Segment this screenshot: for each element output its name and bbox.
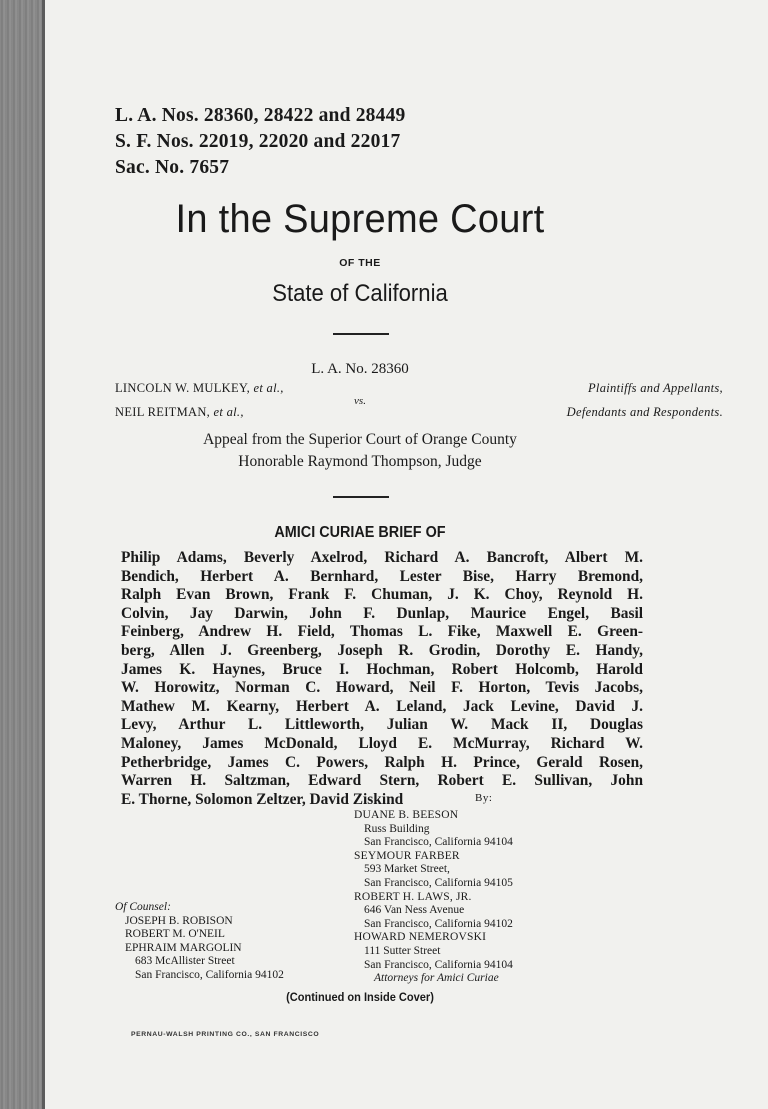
court-of-the: OF THE bbox=[339, 257, 381, 269]
attorney-name: SEYMOUR FARBER bbox=[354, 849, 460, 862]
amici-names-line: Feinberg, Andrew H. Field, Thomas L. Fike, Maxwell E. Green- bbox=[121, 623, 643, 641]
amici-names-line: Warren H. Saltzman, Edward Stern, Robert E. Sullivan, John bbox=[121, 772, 643, 790]
amici-names-line: Petherbridge, James C. Powers, Ralph H. Prince, Gerald Rosen, bbox=[121, 753, 643, 771]
case-number: L. A. No. 28360 bbox=[311, 361, 409, 377]
amici-names-line: W. Horowitz, Norman C. Howard, Neil F. Horton, Tevis Jacobs, bbox=[121, 679, 643, 697]
of-counsel-block bbox=[115, 901, 284, 983]
amici-names-line: James K. Haynes, Bruce I. Hochman, Robert Holcomb, Harold bbox=[121, 660, 643, 678]
defendant-role: Defendants and Respondents. bbox=[566, 405, 723, 419]
attorney-address: 646 Van Ness Avenue bbox=[364, 904, 465, 917]
attorney-address: San Francisco, California 94104 bbox=[364, 836, 513, 849]
amici-names-line: Maloney, James McDonald, Lloyd E. McMurray, Richard W. bbox=[121, 734, 643, 752]
amici-names-line: Ralph Evan Brown, Frank F. Chuman, J. K. Choy, Reynold H. bbox=[121, 586, 643, 604]
continued-note: (Continued on Inside Cover) bbox=[286, 990, 434, 1004]
attorney-name: DUANE B. BEESON bbox=[354, 809, 459, 821]
attorney-address: San Francisco, California 94102 bbox=[135, 968, 284, 981]
amici-names-line: Philip Adams, Beverly Axelrod, Richard A. Bancroft, Albert M. bbox=[121, 549, 643, 566]
attorney-address: Russ Building bbox=[364, 822, 430, 835]
divider-rule bbox=[333, 496, 389, 498]
court-state: State of California bbox=[272, 280, 448, 307]
attorney-role: Attorneys for Amici Curiae bbox=[374, 972, 499, 985]
amici-names-line: Colvin, Jay Darwin, John F. Dunlap, Maurice Engel, Basil bbox=[121, 604, 643, 622]
attorney-name: HOWARD NEMEROVSKI bbox=[354, 931, 487, 944]
appeal-judge: Honorable Raymond Thompson, Judge bbox=[238, 453, 482, 470]
amici-names-line: Mathew M. Kearny, Herbert A. Leland, Jack Levine, David J. bbox=[121, 697, 643, 715]
amici-names-line: berg, Allen J. Greenberg, Joseph R. Grodin, Dorothy E. Handy, bbox=[121, 641, 643, 659]
amici-names-line: Bendich, Herbert A. Bernhard, Lester Bise, Harry Bremond, bbox=[121, 567, 643, 585]
plaintiff-role: Plaintiffs and Appellants, bbox=[587, 381, 723, 395]
docket-line: Sac. No. 7657 bbox=[115, 157, 230, 178]
printer-imprint: PERNAU-WALSH PRINTING CO., SAN FRANCISCO bbox=[131, 1031, 320, 1038]
attorneys-block bbox=[354, 809, 513, 986]
amici-names-line: E. Thorne, Solomon Zeltzer, David Ziskind bbox=[121, 790, 404, 808]
by-label: By: bbox=[475, 792, 493, 804]
attorney-name: JOSEPH B. ROBISON bbox=[125, 914, 233, 927]
appeal-court: Appeal from the Superior Court of Orange County bbox=[203, 431, 517, 448]
attorney-address: San Francisco, California 94105 bbox=[364, 876, 513, 889]
attorney-address: 593 Market Street, bbox=[364, 863, 450, 876]
binding-spine bbox=[0, 0, 45, 1109]
plaintiff-name-text: LINCOLN W. MULKEY, bbox=[115, 381, 251, 395]
docket-line: S. F. Nos. 22019, 22020 and 22017 bbox=[115, 131, 401, 152]
docket-numbers bbox=[115, 103, 405, 181]
attorney-name: ROBERT H. LAWS, JR. bbox=[354, 890, 472, 903]
plaintiff-etal: et al., bbox=[253, 381, 284, 395]
attorney-name: EPHRAIM MARGOLIN bbox=[125, 941, 242, 954]
brief-cover-page bbox=[45, 0, 768, 1109]
defendant-name bbox=[115, 405, 244, 420]
attorney-address: 111 Sutter Street bbox=[364, 944, 441, 957]
amici-names bbox=[121, 549, 643, 809]
attorney-name: ROBERT M. O'NEIL bbox=[125, 928, 225, 941]
appeal-info bbox=[45, 429, 675, 473]
divider-rule bbox=[333, 333, 389, 335]
amici-names-line: Levy, Arthur L. Littleworth, Julian W. Mack II, Douglas bbox=[121, 716, 643, 734]
attorney-address: San Francisco, California 94104 bbox=[364, 958, 513, 971]
court-title: In the Supreme Court bbox=[175, 197, 545, 241]
plaintiff-name bbox=[115, 381, 284, 396]
versus: vs. bbox=[354, 395, 366, 407]
docket-line: L. A. Nos. 28360, 28422 and 28449 bbox=[115, 105, 406, 126]
of-counsel-heading: Of Counsel: bbox=[115, 901, 171, 913]
brief-heading: AMICI CURIAE BRIEF OF bbox=[274, 524, 446, 541]
defendant-name-text: NEIL REITMAN, bbox=[115, 405, 211, 419]
defendant-etal: et al., bbox=[213, 405, 244, 419]
attorney-address: San Francisco, California 94102 bbox=[364, 917, 513, 930]
attorney-address: 683 McAllister Street bbox=[135, 955, 235, 968]
